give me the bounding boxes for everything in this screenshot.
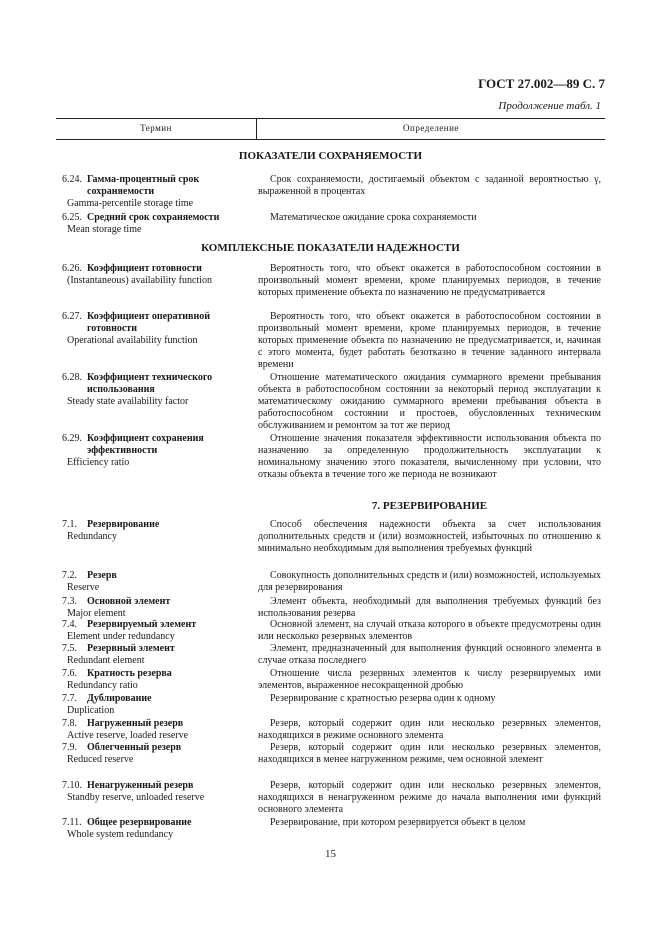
term-number: 7.3. — [62, 596, 77, 607]
definition-text: Резерв, который содержит один или несколько резервных элементов, находящихся в менее нагруженном режиме, чем основной элемент — [258, 742, 601, 765]
definition-text: Отношение математического ожидания суммарного времени пребывания объекта в работоспособном состоянии за некоторый период эксплуатации к математическому ожиданию суммарного времени пребывания объекта в работоспособном состоянии и простоев, обусловленных техническим обслуживанием и ремонтом за тот же период — [258, 372, 601, 431]
term-english: Redundancy ratio — [67, 680, 138, 691]
term-russian: Резервирование — [87, 519, 160, 530]
term-cell — [62, 619, 252, 643]
term-number: 7.5. — [62, 643, 77, 654]
term-russian: Дублирование — [87, 693, 152, 704]
term-cell — [62, 643, 252, 667]
definition-text: Отношение значения показателя эффективности использования объекта по назначению за определенную продолжительность эксплуатации к номинальному значению этого показателя, вычисленному при условии, что отказы объекта в течение того же периода не возникают — [258, 433, 601, 480]
definition-text: Элемент объекта, необходимый для выполнения требуемых функций без использования резерва — [258, 596, 601, 619]
term-english: Operational availability function — [67, 335, 198, 346]
term-english: Major element — [67, 608, 126, 619]
definition-cell — [258, 433, 601, 481]
term-russian: Коэффициент технического использования — [87, 372, 213, 395]
definition-text: Основной элемент, на случай отказа которого в объекте предусмотрены один или несколько резервных элементов — [258, 619, 601, 642]
term-cell — [62, 372, 252, 408]
definition-cell — [258, 596, 601, 620]
term-russian: Нагруженный резерв — [87, 718, 184, 729]
term-number: 7.4. — [62, 619, 77, 630]
definition-cell — [258, 311, 601, 371]
term-russian: Общее резервирование — [87, 817, 192, 828]
term-cell — [62, 742, 252, 766]
term-russian: Коэффициент готовности — [87, 263, 202, 274]
term-number: 7.11. — [62, 817, 82, 828]
term-russian: Средний срок сохраняемости — [87, 212, 220, 223]
standard-code: ГОСТ 27.002—89 С. 7 — [478, 76, 605, 91]
term-cell — [62, 263, 252, 287]
term-russian: Облегченный резерв — [87, 742, 182, 753]
table-header — [56, 118, 605, 140]
term-cell — [62, 519, 252, 543]
definition-cell — [258, 742, 601, 766]
term-number: 6.26. — [62, 263, 82, 274]
term-number: 6.28. — [62, 372, 82, 383]
definition-text: Совокупность дополнительных средств и (или) возможностей, используемых для резервирования — [258, 570, 601, 593]
term-number: 7.8. — [62, 718, 77, 729]
term-russian: Резервный элемент — [87, 643, 175, 654]
term-english: Reserve — [67, 582, 100, 593]
definition-text: Математическое ожидание срока сохраняемости — [270, 212, 477, 223]
definition-cell — [258, 372, 601, 432]
definition-cell — [258, 519, 601, 555]
definition-text: Резервирование с кратностью резерва один к одному — [270, 693, 496, 704]
definition-text: Отношение числа резервных элементов к числу резервируемых ими элементов, выраженное несокращенной дробью — [258, 668, 601, 691]
definition-cell — [258, 817, 601, 829]
term-english: Efficiency ratio — [67, 457, 130, 468]
page-number: 15 — [325, 848, 336, 860]
term-english: (Instantaneous) availability function — [67, 275, 212, 286]
term-cell — [62, 212, 252, 236]
definition-cell — [258, 668, 601, 692]
term-number: 7.6. — [62, 668, 77, 679]
definition-cell — [258, 174, 601, 198]
definition-text: Резерв, который содержит один или несколько резервных элементов, находящихся в ненагруженном режиме до начала выполнения ими функций основного элемента — [258, 780, 601, 815]
section-title-storage: ПОКАЗАТЕЛИ СОХРАНЯЕМОСТИ — [238, 150, 423, 162]
term-english: Redundancy — [67, 531, 117, 542]
term-number: 7.1. — [62, 519, 77, 530]
term-number: 6.25. — [62, 212, 82, 223]
term-cell — [62, 693, 252, 717]
term-number: 7.7. — [62, 693, 77, 704]
term-cell — [62, 570, 252, 594]
term-cell — [62, 668, 252, 692]
definition-cell — [258, 693, 601, 705]
definition-text: Элемент, предназначенный для выполнения функций основного элемента в случае отказа последнего — [258, 643, 601, 666]
term-english: Whole system redundancy — [67, 829, 174, 840]
term-russian: Коэффициент сохранения эффективности — [87, 433, 204, 456]
term-cell — [62, 596, 252, 620]
term-cell — [62, 780, 252, 804]
term-english: Gamma-percentile storage time — [67, 198, 194, 209]
term-cell — [62, 311, 252, 347]
column-header-term: Термин — [140, 123, 172, 133]
term-number: 6.24. — [62, 174, 82, 185]
definition-text: Вероятность того, что объект окажется в работоспособном состоянии в произвольный момент времени, кроме планируемых периодов, в течение которых применение объекта по назначению не предусматривается, и, начиная с этого момента, будет работать безотказно в течение заданного интервала времени — [258, 311, 601, 370]
definition-cell — [258, 780, 601, 816]
definition-text: Вероятность того, что объект окажется в работоспособном состоянии в произвольный момент времени, кроме планируемых периодов, в течение которых применение объекта по назначению не предусматривается — [258, 263, 601, 298]
section-title-complex-indicators: КОМПЛЕКСНЫЕ ПОКАЗАТЕЛИ НАДЕЖНОСТИ — [201, 242, 460, 254]
term-number: 6.29. — [62, 433, 82, 444]
term-cell — [62, 718, 252, 742]
term-cell — [62, 433, 252, 469]
term-cell — [62, 817, 252, 841]
term-english: Element under redundancy — [67, 631, 175, 642]
term-russian: Гамма-процентный срок сохраняемости — [87, 174, 200, 197]
term-russian: Резервируемый элемент — [87, 619, 197, 630]
section-title-redundancy: 7. РЕЗЕРВИРОВАНИЕ — [371, 500, 488, 512]
definition-text: Способ обеспечения надежности объекта за счет использования дополнительных средств и (или) возможностей, избыточных по отношению к минимально необходимым для выполнения требуемых функций — [258, 519, 601, 554]
definition-text: Срок сохраняемости, достигаемый объектом с заданной вероятностью γ, выраженной в процентах — [258, 174, 601, 197]
definition-cell — [258, 212, 601, 224]
column-header-definition: Определение — [403, 123, 459, 133]
term-english: Active reserve, loaded reserve — [67, 730, 189, 741]
term-english: Steady state availability factor — [67, 396, 189, 407]
term-english: Redundant element — [67, 655, 145, 666]
definition-text: Резерв, который содержит один или несколько резервных элементов, находящихся в режиме основного элемента — [258, 718, 601, 741]
term-number: 6.27. — [62, 311, 82, 322]
definition-cell — [258, 718, 601, 742]
definition-cell — [258, 570, 601, 594]
definition-text: Резервирование, при котором резервируется объект в целом — [270, 817, 526, 828]
term-number: 7.2. — [62, 570, 77, 581]
term-number: 7.9. — [62, 742, 77, 753]
term-english: Reduced reserve — [67, 754, 134, 765]
table-continuation-note: Продолжение табл. 1 — [498, 100, 601, 112]
definition-cell — [258, 263, 601, 299]
term-cell — [62, 174, 252, 210]
term-english: Standby reserve, unloaded reserve — [67, 792, 205, 803]
term-number: 7.10. — [62, 780, 82, 791]
term-english: Duplication — [67, 705, 115, 716]
term-russian: Резерв — [87, 570, 117, 581]
term-russian: Кратность резерва — [87, 668, 172, 679]
term-russian: Коэффициент оперативной готовности — [87, 311, 210, 334]
definition-cell — [258, 643, 601, 667]
term-russian: Основной элемент — [87, 596, 171, 607]
term-russian: Ненагруженный резерв — [87, 780, 194, 791]
definition-cell — [258, 619, 601, 643]
term-english: Mean storage time — [67, 224, 142, 235]
